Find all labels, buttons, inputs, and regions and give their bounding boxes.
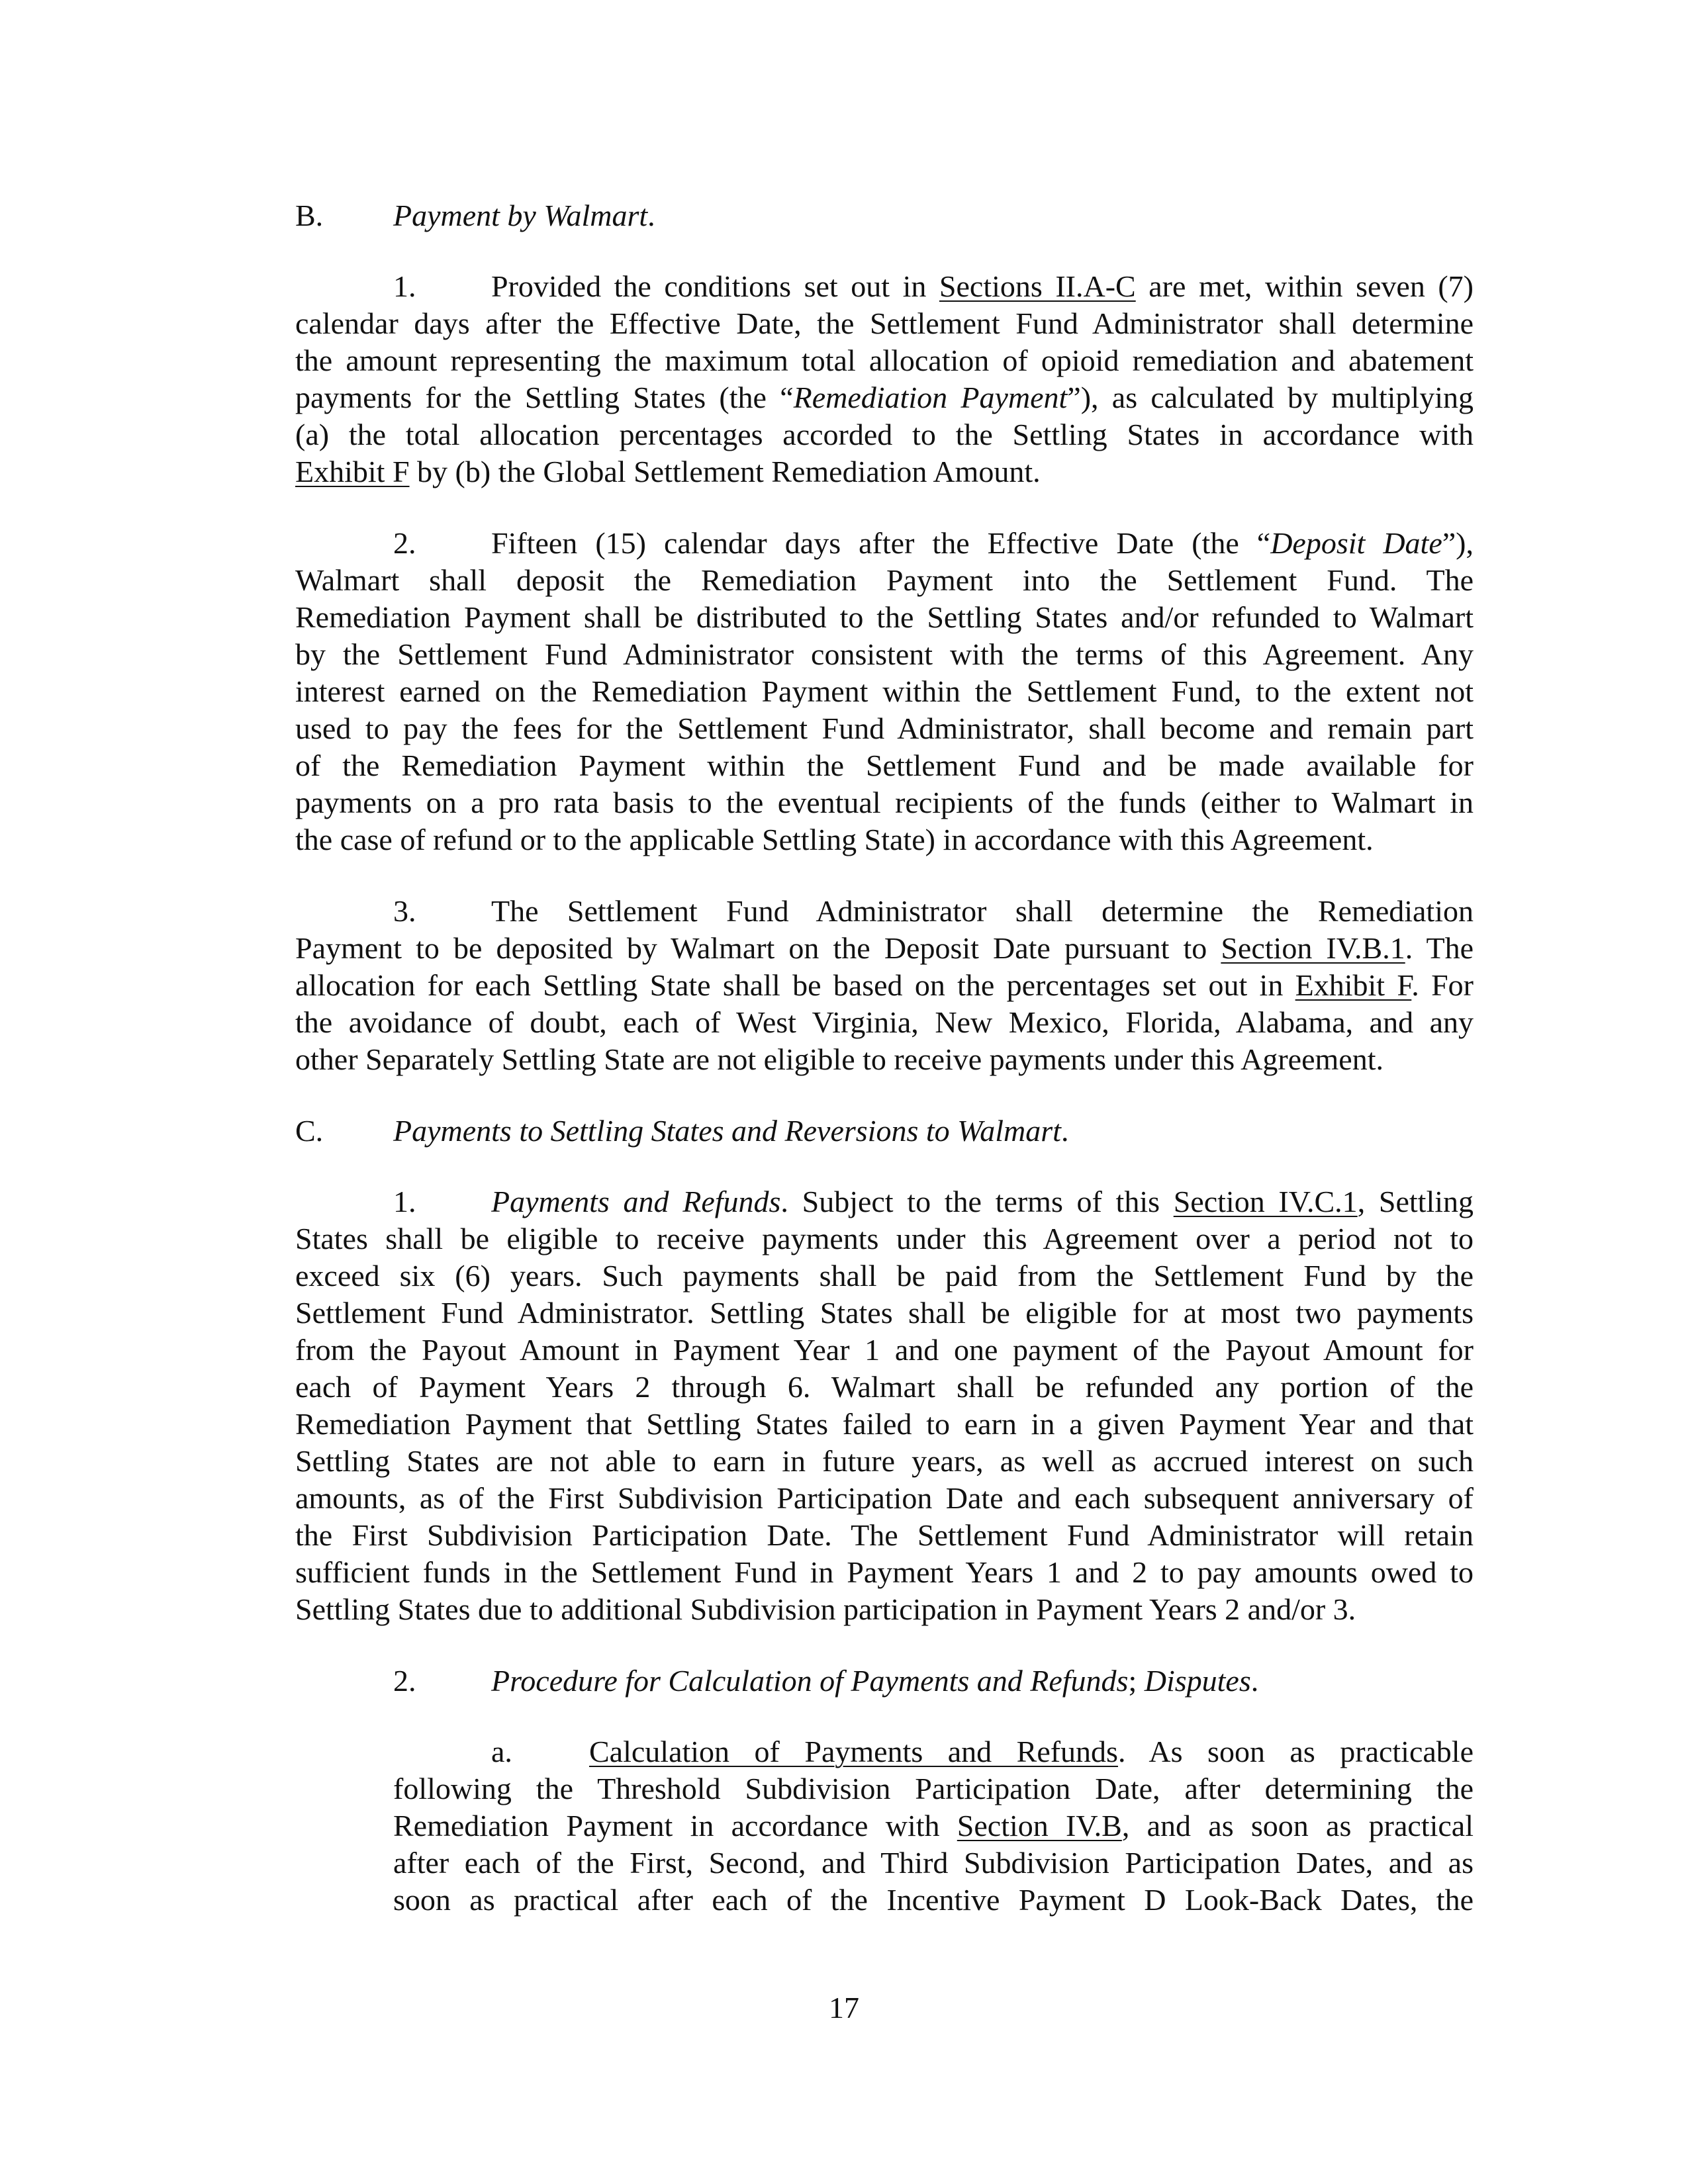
- section-b-title-text: Payment by Walmart: [393, 199, 648, 232]
- defined-term: Remediation Payment: [793, 381, 1068, 414]
- paragraph-number: 1.: [393, 1185, 416, 1218]
- paragraph-c1-line-5: from the Payout Amount in Payment Year 1 and one payment of the Payout Amount for: [295, 1333, 1474, 1367]
- paragraph-b1-line-1: [491, 268, 1474, 305]
- paragraph-number: 3.: [393, 894, 416, 928]
- paragraph-c1-line-7: Remediation Payment that Settling States failed to earn in a given Payment Year and that: [295, 1407, 1474, 1441]
- text-run: by (b) the Global Settlement Remediation Amount.: [409, 455, 1041, 488]
- section-c-heading: [295, 1113, 1069, 1150]
- paragraph-c1-line-3: exceed six (6) years. Such payments shall be paid from the Settlement Fund by the: [295, 1259, 1474, 1293]
- paragraph-b1-line-2: calendar days after the Effective Date, the Settlement Fund Administrator shall determine: [295, 306, 1474, 340]
- paragraph-c1-line-9: amounts, as of the First Subdivision Participation Date and each subsequent anniversary of: [295, 1481, 1474, 1515]
- paragraph-b1-number: [393, 268, 416, 305]
- page-number: 17: [829, 1991, 859, 2025]
- subparagraph-a-line-3: [393, 1807, 1474, 1844]
- paragraph-b2-line-9: the case of refund or to the applicable Settling State) in accordance with this Agreement.: [295, 823, 1374, 856]
- paragraph-c2-heading: [393, 1662, 1259, 1700]
- paragraph-b3-line-1: The Settlement Fund Administrator shall determine the Remediation: [491, 894, 1474, 928]
- paragraph-c1-line-1: [491, 1183, 1474, 1220]
- section-b-title-period: .: [647, 199, 655, 232]
- paragraph-b3-number: [393, 893, 416, 930]
- text-run: ”), as calculated by multiplying: [1067, 381, 1474, 414]
- subparagraph-a-letter: [491, 1733, 512, 1770]
- cross-reference: Exhibit F: [295, 455, 410, 488]
- subparagraph-title: Calculation of Payments and Refunds: [589, 1735, 1118, 1768]
- paragraph-b3-line-2: [295, 930, 1474, 967]
- text-run: ”),: [1442, 526, 1474, 560]
- paragraph-b3-line-5: other Separately Settling State are not eligible to receive payments under this Agreement.: [295, 1042, 1383, 1076]
- paragraph-c1-line-6: each of Payment Years 2 through 6. Walmart shall be refunded any portion of the: [295, 1370, 1474, 1404]
- text-run: . As soon as practicable: [1117, 1735, 1474, 1768]
- paragraph-b2-number: [393, 525, 416, 562]
- paragraph-c1-line-8: Settling States are not able to earn in future years, as well as accrued interest on such: [295, 1444, 1474, 1478]
- paragraph-c1-line-12: Settling States due to additional Subdivision participation in Payment Years 2 and/or 3.: [295, 1592, 1356, 1626]
- text-run: Provided the conditions set out in: [491, 269, 939, 303]
- paragraph-c1-line-4: Settlement Fund Administrator. Settling States shall be eligible for at most two payments: [295, 1296, 1474, 1330]
- subparagraph-letter: a.: [491, 1735, 512, 1768]
- section-b-letter: B.: [295, 199, 324, 232]
- text-run: allocation for each Settling State shall be based on the percentages set out in: [295, 968, 1295, 1002]
- paragraph-number: 2.: [393, 526, 416, 560]
- text-run: are met, within seven (7): [1135, 269, 1474, 303]
- paragraph-b1-line-3: the amount representing the maximum total allocation of opioid remediation and abatement: [295, 343, 1474, 377]
- paragraph-b2-line-3: Remediation Payment shall be distributed to the Settling States and/or refunded to Walmart: [295, 600, 1474, 634]
- cross-reference: Section IV.B: [957, 1809, 1122, 1843]
- subparagraph-a-line-1: [589, 1733, 1474, 1770]
- paragraph-b1-line-6: [295, 453, 1474, 490]
- text-run: Fifteen (15) calendar days after the Effective Date (the “: [491, 526, 1271, 560]
- text-run: . For: [1411, 968, 1474, 1002]
- text-run: . Subject to the terms of this: [780, 1185, 1174, 1218]
- section-b-heading: [295, 197, 655, 234]
- paragraph-b1-line-4: [295, 379, 1474, 416]
- paragraph-title: Procedure for Calculation of Payments and Refunds: [491, 1664, 1129, 1698]
- text-run: payments for the Settling States (the “: [295, 381, 794, 414]
- title-separator: ;: [1128, 1664, 1145, 1698]
- text-run: , and as soon as practical: [1121, 1809, 1474, 1843]
- text-run: . The: [1405, 931, 1474, 965]
- paragraph-b3-line-3: [295, 967, 1474, 1004]
- paragraph-b2-line-2: Walmart shall deposit the Remediation Payment into the Settlement Fund. The: [295, 563, 1474, 597]
- paragraph-b2-line-8: payments on a pro rata basis to the eventual recipients of the funds (either to Walmart in: [295, 786, 1474, 819]
- cross-reference: Section IV.C.1: [1173, 1185, 1358, 1218]
- title-period: .: [1250, 1664, 1259, 1698]
- paragraph-number: 1.: [393, 269, 416, 303]
- paragraph-subtitle: Disputes: [1144, 1664, 1251, 1698]
- paragraph-b3-line-4: the avoidance of doubt, each of West Virginia, New Mexico, Florida, Alabama, and any: [295, 1005, 1474, 1039]
- paragraph-b2-line-5: interest earned on the Remediation Payment within the Settlement Fund, to the extent not: [295, 674, 1474, 708]
- defined-term: Deposit Date: [1270, 526, 1442, 560]
- section-b-title: [393, 197, 655, 234]
- cross-reference: Sections II.A-C: [939, 269, 1136, 303]
- text-run: Remediation Payment in accordance with: [393, 1809, 957, 1843]
- cross-reference: Exhibit F: [1295, 968, 1412, 1002]
- paragraph-b2-line-4: by the Settlement Fund Administrator consistent with the terms of this Agreement. Any: [295, 637, 1474, 671]
- subparagraph-a-line-2: following the Threshold Subdivision Participation Date, after determining the: [393, 1772, 1474, 1805]
- paragraph-number: 2.: [393, 1664, 416, 1698]
- cross-reference: Section IV.B.1: [1221, 931, 1405, 965]
- section-c-title-text: Payments to Settling States and Reversions to Walmart: [393, 1114, 1061, 1148]
- paragraph-c1-number: [393, 1183, 416, 1220]
- paragraph-c1-line-11: sufficient funds in the Settlement Fund in Payment Years 1 and 2 to pay amounts owed to: [295, 1555, 1474, 1589]
- paragraph-b2-line-1: [491, 525, 1474, 562]
- section-c-title-period: .: [1060, 1114, 1069, 1148]
- paragraph-title: Payments and Refunds: [491, 1185, 781, 1218]
- subparagraph-a-line-4: after each of the First, Second, and Third Subdivision Participation Dates, and as: [393, 1846, 1474, 1880]
- paragraph-b2-line-7: of the Remediation Payment within the Settlement Fund and be made available for: [295, 749, 1474, 782]
- paragraph-b2-line-6: used to pay the fees for the Settlement Fund Administrator, shall become and remain part: [295, 711, 1474, 745]
- subparagraph-a-line-5: soon as practical after each of the Incentive Payment D Look-Back Dates, the: [393, 1883, 1474, 1917]
- paragraph-c1-line-2: States shall be eligible to receive payments under this Agreement over a period not to: [295, 1222, 1474, 1255]
- paragraph-b1-line-5: (a) the total allocation percentages accorded to the Settling States in accordance with: [295, 418, 1474, 451]
- section-c-title: [393, 1113, 1068, 1150]
- paragraph-c1-line-10: the First Subdivision Participation Date. The Settlement Fund Administrator will retain: [295, 1518, 1474, 1552]
- text-run: , Settling: [1357, 1185, 1474, 1218]
- section-c-letter: C.: [295, 1114, 324, 1148]
- paragraph-c2-title: [491, 1662, 1258, 1700]
- text-run: Payment to be deposited by Walmart on the Deposit Date pursuant to: [295, 931, 1221, 965]
